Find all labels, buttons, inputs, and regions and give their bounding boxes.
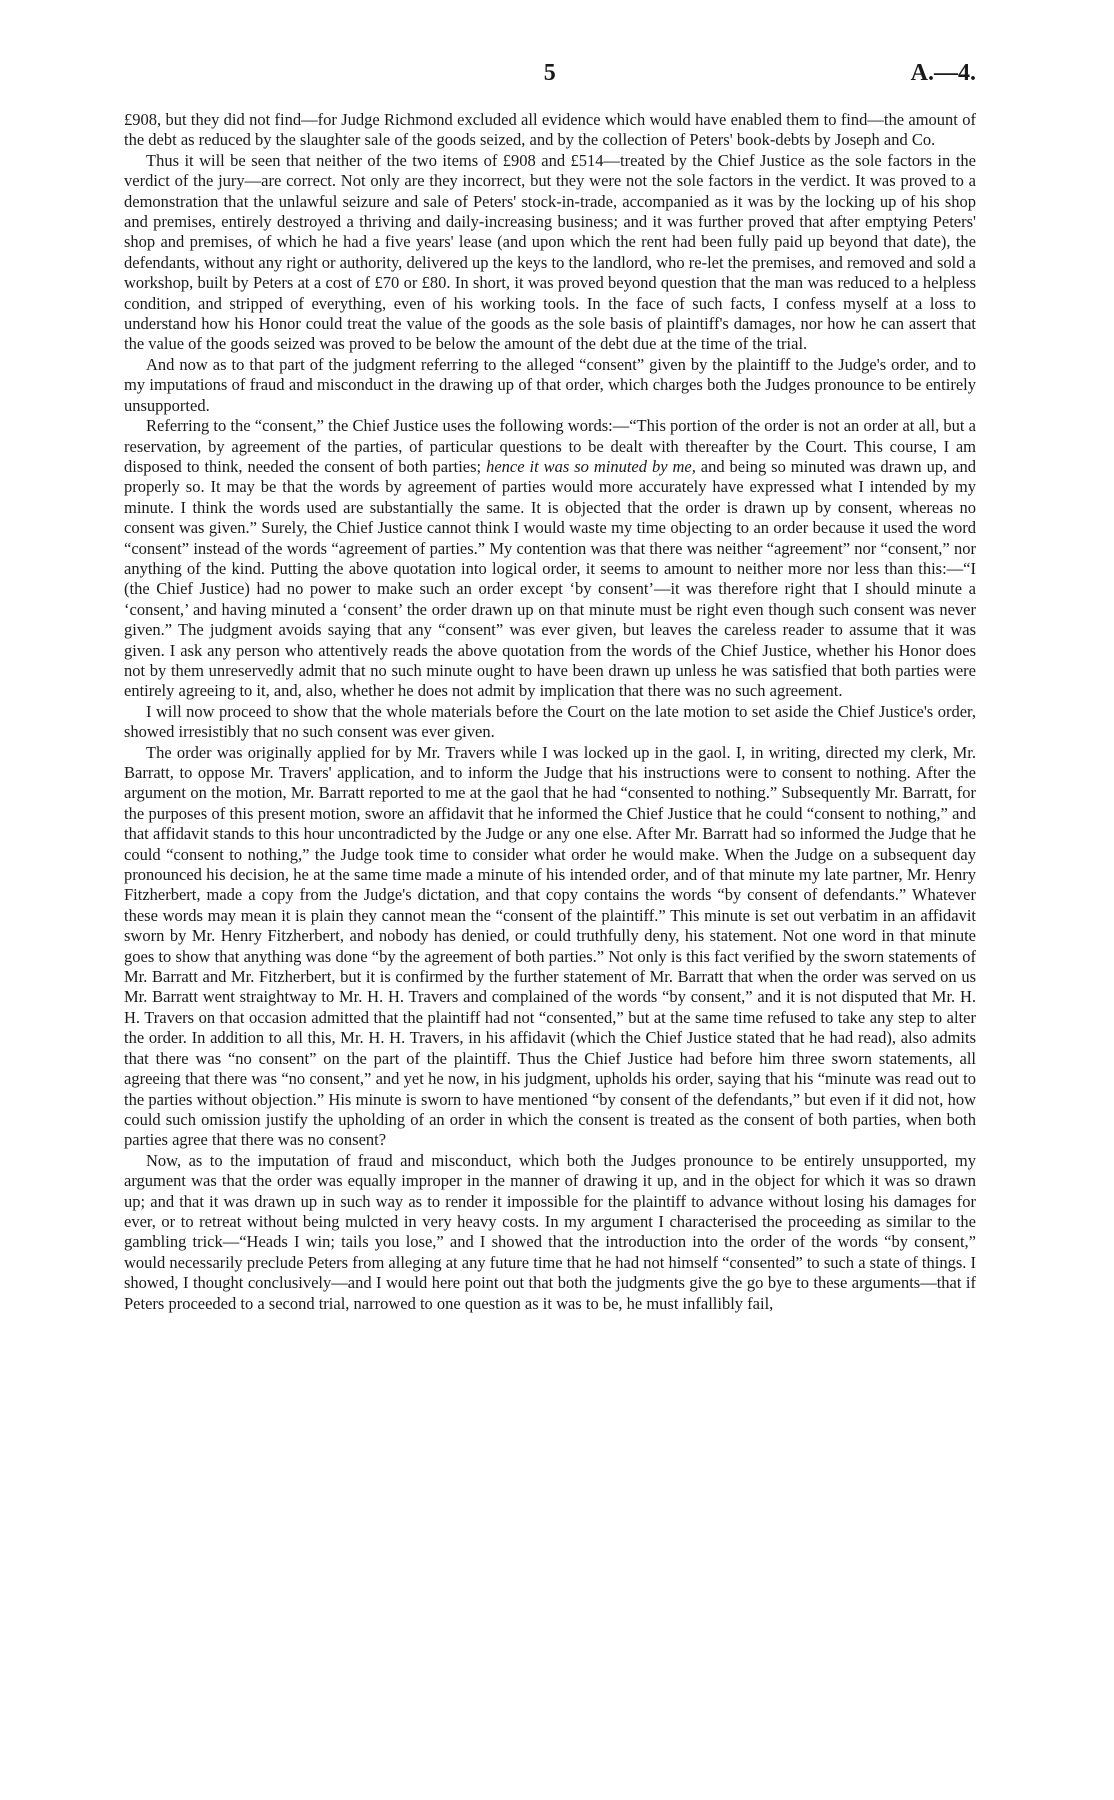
paragraph-1: £908, but they did not find—for Judge Richmond excluded all evidence which would have enabled them to find—the amount of the debt as reduced by the slaughter sale of the goods seized, and by the collection of Peters' book-debts by Joseph and Co. (124, 110, 976, 150)
paragraph-4-text-after: and being so minuted was drawn up, and properly so. It may be that the words by agreement of parties would more accurately have expressed what I intended by my minute. I think the words used are substantially the same. It is objected that the order is drawn up by consent, whereas no consent was given.” Surely, the Chief Justice cannot think I would waste my time objecting to an order because it used the word “consent” instead of the words “agreement of parties.” My contention was that there was neither “agreement” nor “consent,” nor anything of the kind. Putting the above quotation into logical order, it seems to amount to neither more nor less than this:—“I (the Chief Justice) had no power to make such an order except ‘by consent’—it was therefore right that I should minute a ‘consent,’ and having minuted a ‘consent’ the order drawn up on that minute must be right even though such consent was never given.” The judgment avoids saying that any “consent” was ever given, but leaves the careless reader to assume that it was given. I ask any person who attentively reads the above quotation from the words of the Chief Justice, whether his Honor does not by them unreservedly admit that no such minute ought to have been drawn up unless he was satisfied that both parties were entirely agreeing to it, and, also, whether he does not admit by implication that there was no such agreement. (124, 456, 976, 701)
paragraph-3: And now as to that part of the judgment referring to the alleged “consent” given by the plaintiff to the Judge's order, and to my imputations of fraud and misconduct in the drawing up of that order, which charges both the Judges pronounce to be entirely unsupported. (124, 354, 976, 415)
paragraph-5: I will now proceed to show that the whole materials before the Court on the late motion to set aside the Chief Justice's order, showed irresistibly that no such consent was ever given. (124, 701, 976, 742)
paragraph-2: Thus it will be seen that neither of the two items of £908 and £514—treated by the Chief Justice as the sole factors in the verdict of the jury—are correct. Not only are they incorrect, but they were not the sole factors in the verdict. It was proved to a demonstration that the unlawful seizure and sale of Peters' stock-in-trade, accompanied as it was by the locking up of his shop and premises, entirely destroyed a thriving and daily-increasing business; and it was further proved that after emptying Peters' shop and premises, of which he had a five years' lease (and upon which the rent had been fully paid up beyond that date), the defendants, without any right or authority, delivered up the keys to the landlord, who re-let the premises, and removed and sold a workshop, built by Peters at a cost of £70 or £80. In short, it was proved beyond question that the man was reduced to a helpless condition, and stripped of everything, even of his working tools. In the face of such facts, I confess myself at a loss to understand how his Honor could treat the value of the goods as the sole basis of plaintiff's damages, nor how he can assert that the value of the goods seized was proved to be below the amount of the debt due at the time of the trial. (124, 150, 976, 354)
paragraph-4 (124, 416, 976, 702)
document-reference: A.—4. (910, 60, 976, 86)
paragraph-7: Now, as to the imputation of fraud and misconduct, which both the Judges pronounce to be entirely unsupported, my argument was that the order was equally improper in the manner of drawing it up, and in the object for which it was so drawn up; and that it was drawn up in such way as to render it impossible for the plaintiff to advance without losing his damages for ever, or to retreat without being mulcted in very heavy costs. In my argument I characterised the proceeding as similar to the gambling trick—“Heads I win; tails you lose,” and I showed that the introduction into the order of the words “by consent,” would necessarily preclude Peters from alleging at any future time that he had not himself “consented” to such a state of things. I showed, I thought conclusively—and I would here point out that both the judgments give the go bye to these arguments—that if Peters proceeded to a second trial, narrowed to one question as it was to be, he must infallibly fail, (124, 1150, 976, 1313)
page-number: 5 (543, 60, 557, 86)
paragraph-4-text-before: Referring to the “consent,” the Chief Justice uses the following words:—“This portion of the order is not an order at all, but a reservation, by agreement of the parties, of particular questions to be dealt with thereafter by the Court. This course, I am disposed to think, needed the consent of both parties; (124, 416, 976, 476)
paragraph-6: The order was originally applied for by Mr. Travers while I was locked up in the gaol. I, in writing, directed my clerk, Mr. Barratt, to oppose Mr. Travers' application, and to inform the Judge that his instructions were to consent to nothing. After the argument on the motion, Mr. Barratt reported to me at the gaol that he had “consented to nothing.” Subsequently Mr. Barratt, for the purposes of this present motion, swore an affidavit that he informed the Chief Justice that he could “consent to nothing,” and that affidavit stands to this hour uncontradicted by the Judge or any one else. After Mr. Barratt had so informed the Judge that he could “consent to nothing,” the Judge took time to consider what order he would make. When the Judge on a subsequent day pronounced his decision, he at the same time made a minute of his intended order, and of that minute my late partner, Mr. Henry Fitzherbert, made a copy from the Judge's dictation, and that copy contains the words “by consent of defendants.” Whatever these words may mean it is plain they cannot mean the “consent of the plaintiff.” This minute is set out verbatim in an affidavit sworn by Mr. Henry Fitzherbert, and nobody has denied, or could truthfully deny, his statement. Not one word in that minute goes to show that anything was done “by the agreement of both parties.” Not only is this fact verified by the sworn statements of Mr. Barratt and Mr. Fitzherbert, but it is confirmed by the further statement of Mr. Barratt that when the order was served on us Mr. Barratt went straightway to Mr. H. H. Travers and complained of the words “by consent,” and it is not disputed that Mr. H. H. Travers on that occasion admitted that the plaintiff had not “consented,” but at the same time refused to take any step to alter the order. In addition to all this, Mr. H. H. Travers, in his affidavit (which the Chief Justice stated that he had read), also admits that there was “no consent” on the part of the plaintiff. Thus the Chief Justice had before him three sworn statements, all agreeing that there was “no consent,” and yet he now, in his judgment, upholds his order, saying that his “minute was read out to the parties without objection.” His minute is sworn to have mentioned “by consent of the defendants,” but even if it did not, how could such omission justify the upholding of an order in which the consent is treated as the consent of both parties, when both parties agree that there was no consent? (124, 742, 976, 1150)
running-header (124, 60, 976, 96)
body-text (124, 110, 976, 1314)
paragraph-4-italic-phrase: hence it was so minuted by me, (486, 456, 696, 476)
